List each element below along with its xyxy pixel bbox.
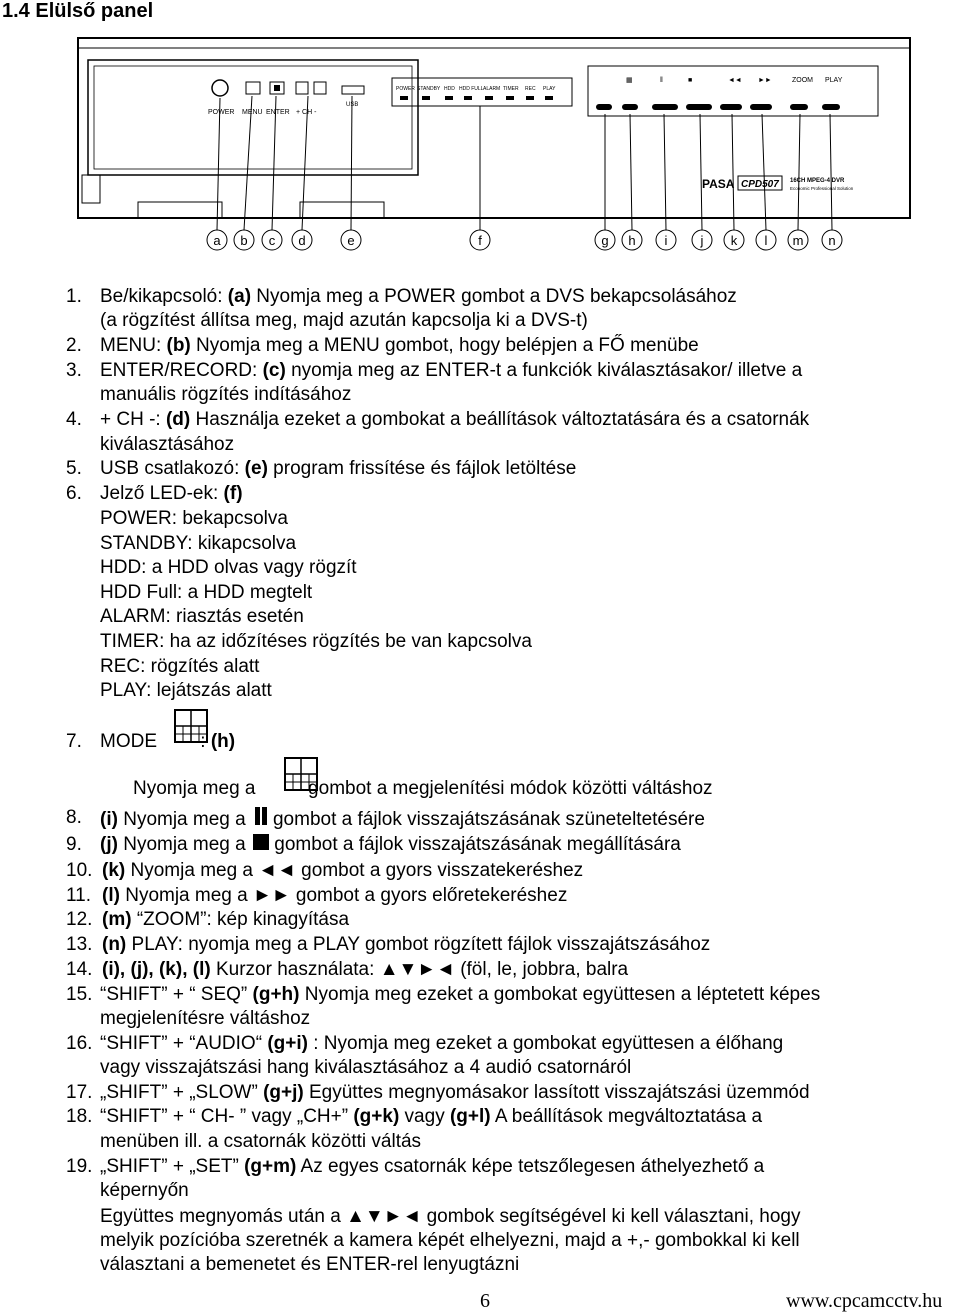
front-panel-diagram [60, 30, 930, 255]
callout-n: n [828, 233, 836, 248]
power-button [212, 80, 228, 96]
svg-text:Economic Professional Solution: Economic Professional Solution [790, 186, 854, 191]
ch-label: + CH - [296, 109, 317, 116]
list-item-continuation: megjelenítésre váltáshoz [100, 1008, 311, 1029]
callout-m: m [792, 233, 804, 248]
usb-port [342, 86, 364, 94]
cursor-arrows-icon: ▲▼►◄ [346, 1206, 422, 1227]
button-h [622, 104, 638, 110]
led-desc: PLAY: lejátszás alatt [100, 680, 272, 701]
brand-logo: PASA [702, 177, 735, 191]
mode-icon [172, 708, 210, 744]
led-desc: POWER: bekapcsolva [100, 508, 288, 529]
model-name: CPD507 [741, 179, 779, 190]
led-hdd-full: HDD FULL [459, 86, 484, 92]
list-item-continuation: melyik pozícióba szeretnék a kamera képét elhelyezni, majd a +,- gombokkal ki kell [100, 1230, 800, 1251]
list-item-continuation: manuális rögzítés indításához [100, 384, 352, 405]
led-rec: REC [525, 86, 536, 92]
list-item-continuation: (a rögzítést állítsa meg, majd azután kapcsolja ki a DVS-t) [100, 310, 588, 331]
list-item-continuation: vagy visszajátszási hang kiválasztásához a 4 audió csatornáról [100, 1057, 632, 1078]
usb-label: USB [346, 102, 359, 108]
list-item-continuation: menüben ill. a csatornák közötti váltás [100, 1131, 422, 1152]
power-label: POWER [208, 109, 235, 116]
list-item-continuation: Együttes megnyomás után a ▲▼►◄ gombok segítségével ki kell választani, hogy [100, 1206, 801, 1227]
mode-icon [282, 756, 320, 792]
ch-plus-button [296, 82, 308, 94]
ch-minus-button [314, 82, 326, 94]
page-number: 6 [480, 1290, 490, 1312]
led-alarm: ALARM [483, 86, 501, 92]
callout-a: a [213, 233, 221, 248]
enter-label: ENTER [266, 109, 290, 116]
svg-text:◄◄: ◄◄ [728, 77, 742, 84]
button-n [822, 104, 840, 110]
stop-icon [253, 834, 269, 850]
callout-e: e [347, 233, 355, 248]
footer-url: www.cpcamcctv.hu [786, 1290, 943, 1312]
button-k [720, 104, 742, 110]
rewind-icon: ◄◄ [258, 860, 296, 881]
list-item-continuation: kiválasztásához [100, 434, 235, 455]
led-timer: TIMER [503, 86, 519, 92]
pause-icon [251, 807, 273, 827]
svg-text:■: ■ [688, 77, 693, 84]
callout-d: d [298, 233, 306, 248]
menu-button [246, 82, 260, 94]
callout-k: k [730, 233, 738, 248]
button-l [750, 104, 772, 110]
button-m [790, 104, 808, 110]
led-standby: STANDBY [417, 86, 441, 92]
button-g [596, 104, 612, 110]
play-label: PLAY [825, 77, 843, 84]
callout-h: h [628, 233, 636, 248]
menu-label: MENU [242, 109, 263, 116]
list-item-continuation: választani a bemenetet és ENTER-rel lenyugtázni [100, 1254, 520, 1275]
callout-c: c [268, 233, 276, 248]
fast-forward-icon: ►► [252, 885, 291, 906]
callout-j: j [700, 233, 704, 248]
callout-g: g [601, 233, 609, 248]
svg-text:►►: ►► [758, 77, 772, 84]
zoom-label: ZOOM [792, 77, 813, 84]
cursor-arrows-icon: ▲▼►◄ [379, 959, 455, 980]
led-desc: REC: rögzítés alatt [100, 656, 260, 677]
callout-f: f [478, 233, 482, 248]
svg-text:16CH MPEG-4 DVR: 16CH MPEG-4 DVR [790, 178, 845, 184]
led-hdd: HDD [444, 86, 455, 92]
list-item-sub: Nyomja meg a gombot a megjelenítési módok közötti váltáshoz [133, 778, 713, 799]
led-desc: TIMER: ha az időzítéses rögzítés be van kapcsolva [100, 631, 532, 652]
callout-l: l [764, 233, 768, 248]
led-desc: STANDBY: kikapcsolva [100, 533, 297, 554]
svg-text:‖: ‖ [660, 77, 663, 84]
section-heading: 1.4 Elülső panel [2, 0, 154, 22]
led-power: POWER [396, 86, 415, 92]
callout-b: b [240, 233, 248, 248]
led-desc: HDD: a HDD olvas vagy rögzít [100, 557, 357, 578]
led-desc: HDD Full: a HDD megtelt [100, 582, 313, 603]
button-j [686, 104, 712, 110]
svg-text:▦: ▦ [626, 77, 633, 84]
callout-i: i [664, 233, 668, 248]
led-desc: ALARM: riasztás esetén [100, 606, 304, 627]
led-play: PLAY [543, 86, 556, 92]
button-i [652, 104, 678, 110]
list-item-continuation: képernyőn [100, 1180, 189, 1201]
